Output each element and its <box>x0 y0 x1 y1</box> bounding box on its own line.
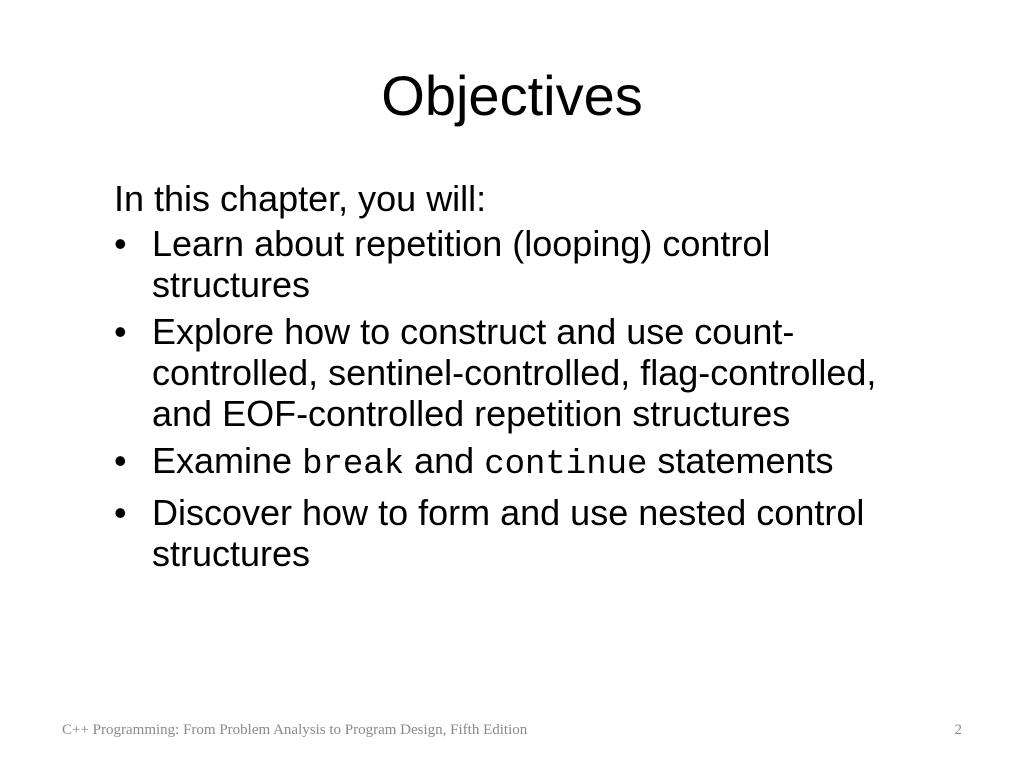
bullet-icon: • <box>114 492 127 533</box>
code-keyword-break: break <box>302 446 405 484</box>
page-number: 2 <box>954 722 962 738</box>
slide-body <box>114 178 934 580</box>
list-item <box>114 440 934 486</box>
list-item-middle: and <box>404 440 485 481</box>
footer-text: C++ Programming: From Problem Analysis to Program Design, Fifth Edition <box>62 722 528 738</box>
bullet-icon: • <box>114 311 127 352</box>
slide-title: Objectives <box>381 64 643 127</box>
code-keyword-continue: continue <box>484 446 648 484</box>
intro-text: In this chapter, you will: <box>114 178 487 219</box>
list-item-text: Learn about repetition (looping) control structures <box>152 223 771 305</box>
list-item-prefix: Examine <box>152 440 303 481</box>
objectives-list <box>114 223 934 574</box>
bullet-icon: • <box>114 440 127 481</box>
list-item <box>114 492 934 574</box>
list-item-text: Explore how to construct and use count-controlled, sentinel-controlled, flag-controlled, and EOF-controlled repetition structures <box>152 311 877 434</box>
list-item-suffix: statements <box>647 440 834 481</box>
list-item <box>114 223 934 305</box>
list-item-text: Discover how to form and use nested control structures <box>152 492 865 574</box>
list-item <box>114 311 934 434</box>
bullet-icon: • <box>114 223 127 264</box>
